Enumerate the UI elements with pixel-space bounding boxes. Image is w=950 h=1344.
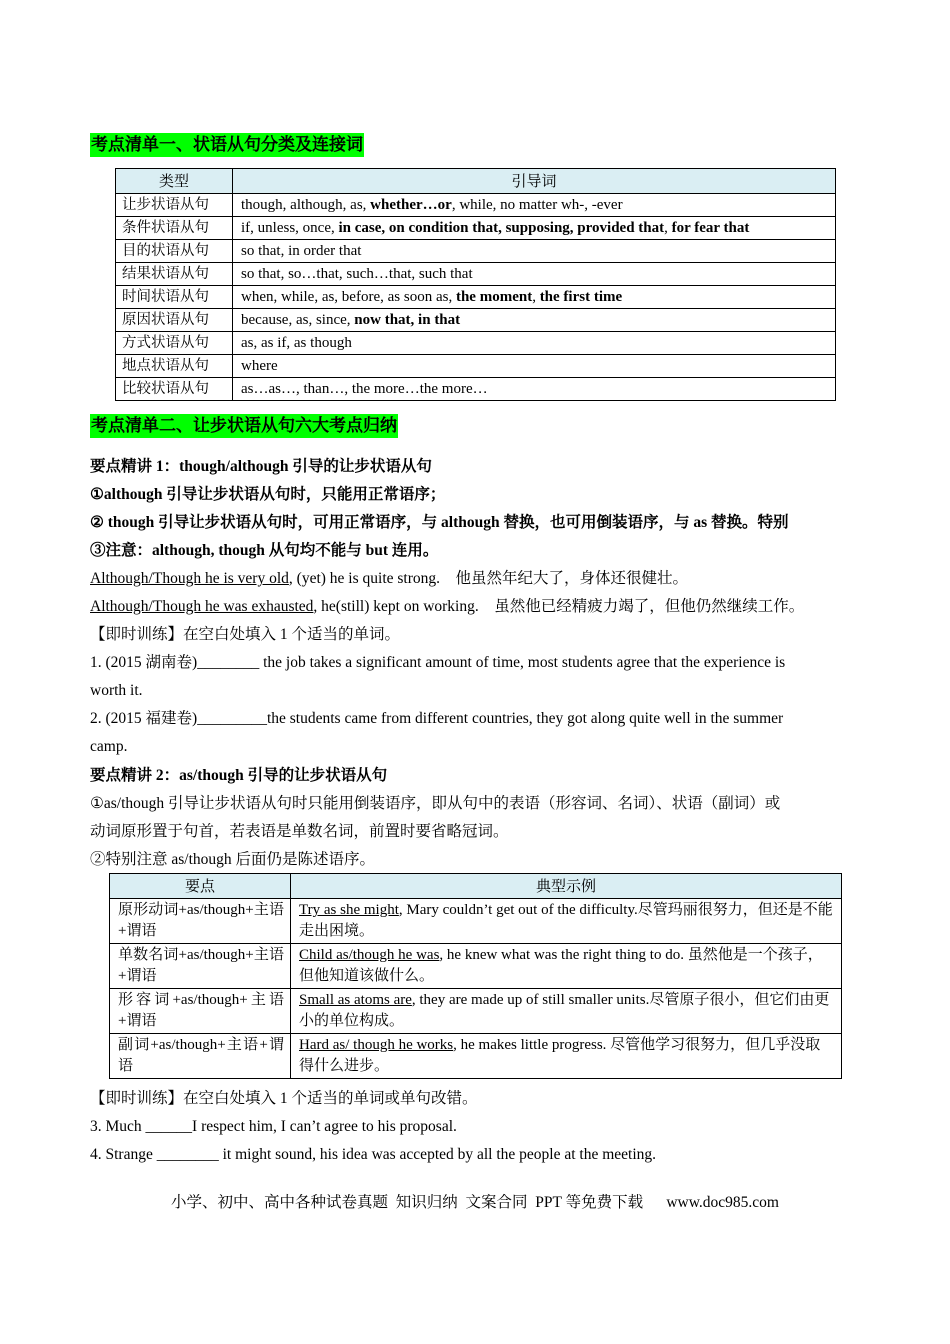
table-row xyxy=(116,240,836,263)
column-header-type: 类型 xyxy=(116,169,233,194)
clause-type-cell: 目的状语从句 xyxy=(116,240,233,263)
connectives-table xyxy=(115,168,836,401)
point2-rule-2: ②特别注意 as/though 后面仍是陈述语序。 xyxy=(90,851,376,868)
pattern-cell: 形容词+as/though+主语+谓语 xyxy=(110,989,291,1034)
example-sentence-2: Although/Though he was exhausted, he(still) kept on working. 虽然他已经精疲力竭了，但他仍然继续工作。 xyxy=(90,598,805,615)
table-row xyxy=(116,309,836,332)
example-cell: Small as atoms are, they are made up of still smaller units.尽管原子很小，但它们由更小的单位构成。 xyxy=(291,989,842,1034)
pattern-cell: 原形动词+as/though+主语+谓语 xyxy=(110,899,291,944)
table-row xyxy=(116,217,836,240)
point2-title: 要点精讲 2：as/though 引导的让步状语从句 xyxy=(90,767,388,784)
table-row xyxy=(116,263,836,286)
table-row xyxy=(110,989,842,1034)
point1-rule-3: ③注意：although, though 从句均不能与 but 连用。 xyxy=(90,542,439,559)
clause-type-cell: 结果状语从句 xyxy=(116,263,233,286)
table-row xyxy=(110,944,842,989)
clause-type-cell: 让步状语从句 xyxy=(116,194,233,217)
example-cell: Try as she might, Mary couldn’t get out of the difficulty.尽管玛丽很努力，但还是不能走出困境。 xyxy=(291,899,842,944)
drill-instruction-1: 【即时训练】在空白处填入 1 个适当的单词。 xyxy=(90,626,401,643)
inversion-examples-table xyxy=(109,873,842,1079)
table-row xyxy=(116,194,836,217)
connectives-cell: as, as if, as though xyxy=(233,332,836,355)
drill-instruction-2: 【即时训练】在空白处填入 1 个适当的单词或单句改错。 xyxy=(90,1090,478,1107)
clause-type-cell: 地点状语从句 xyxy=(116,355,233,378)
point1-rule-2: ② though 引导让步状语从句时，可用正常语序，与 although 替换，也可用倒装语序，与 as 替换。特别 xyxy=(90,514,789,531)
example-cell: Hard as/ though he works, he makes little progress. 尽管他学习很努力，但几乎没取得什么进步。 xyxy=(291,1034,842,1079)
point1-title: 要点精讲 1：though/although 引导的让步状语从句 xyxy=(90,458,432,475)
table-row xyxy=(116,286,836,309)
question-4: 4. Strange ________ it might sound, his idea was accepted by all the people at the meeting. xyxy=(90,1146,657,1163)
clause-type-cell: 条件状语从句 xyxy=(116,217,233,240)
column-header-connectives: 引导词 xyxy=(233,169,836,194)
example-cell: Child as/though he was, he knew what was the right thing to do. 虽然他是一个孩子，但他知道该做什么。 xyxy=(291,944,842,989)
table-row xyxy=(110,1034,842,1079)
connectives-cell: if, unless, once, in case, on condition that, supposing, provided that, for fear that xyxy=(233,217,836,240)
table-header-row xyxy=(110,874,842,899)
question-2-line-2: camp. xyxy=(90,738,128,755)
clause-type-cell: 原因状语从句 xyxy=(116,309,233,332)
point1-rule-1: ①although 引导让步状语从句时，只能用正常语序； xyxy=(90,486,446,503)
table-row xyxy=(116,355,836,378)
table-row xyxy=(116,378,836,401)
point2-rule-1b: 动词原形置于句首，若表语是单数名词，前置时要省略冠词。 xyxy=(90,823,509,840)
question-1-line-1: 1. (2015 湖南卷)________ the job takes a significant amount of time, most students agree that the experience is xyxy=(90,654,786,671)
pattern-cell: 单数名词+as/though+主语+谓语 xyxy=(110,944,291,989)
connectives-cell: so that, in order that xyxy=(233,240,836,263)
table-row xyxy=(116,332,836,355)
pattern-cell: 副词+as/though+主语+谓语 xyxy=(110,1034,291,1079)
point2-rule-1a: ①as/though 引导让步状语从句时只能用倒装语序，即从句中的表语（形容词、名词）、状语（副词）或 xyxy=(90,795,781,812)
clause-type-cell: 时间状语从句 xyxy=(116,286,233,309)
question-2-line-1: 2. (2015 福建卷)_________the students came from different countries, they got along quite well in the summer xyxy=(90,710,784,727)
section-heading-2: 考点清单二、让步状语从句六大考点归纳 xyxy=(91,416,397,436)
connectives-cell: when, while, as, before, as soon as, the moment, the first time xyxy=(233,286,836,309)
table-header-row xyxy=(116,169,836,194)
clause-type-cell: 方式状语从句 xyxy=(116,332,233,355)
clause-type-cell: 比较状语从句 xyxy=(116,378,233,401)
example-sentence-1: Although/Though he is very old, (yet) he is quite strong. 他虽然年纪大了，身体还很健壮。 xyxy=(90,570,689,587)
connectives-cell: so that, so…that, such…that, such that xyxy=(233,263,836,286)
connectives-cell: because, as, since, now that, in that xyxy=(233,309,836,332)
page-footer: 小学、初中、高中各种试卷真题 知识归纳 文案合同 PPT 等免费下载 www.doc985.com xyxy=(171,1194,779,1211)
table-row xyxy=(110,899,842,944)
column-header-example: 典型示例 xyxy=(291,874,842,899)
question-3: 3. Much ______I respect him, I can’t agree to his proposal. xyxy=(90,1118,457,1135)
column-header-key-point: 要点 xyxy=(110,874,291,899)
connectives-cell: though, although, as, whether…or, while, no matter wh-, -ever xyxy=(233,194,836,217)
question-1-line-2: worth it. xyxy=(90,682,143,699)
connectives-cell: as…as…, than…, the more…the more… xyxy=(233,378,836,401)
section-heading-1: 考点清单一、状语从句分类及连接词 xyxy=(91,135,363,155)
connectives-cell: where xyxy=(233,355,836,378)
